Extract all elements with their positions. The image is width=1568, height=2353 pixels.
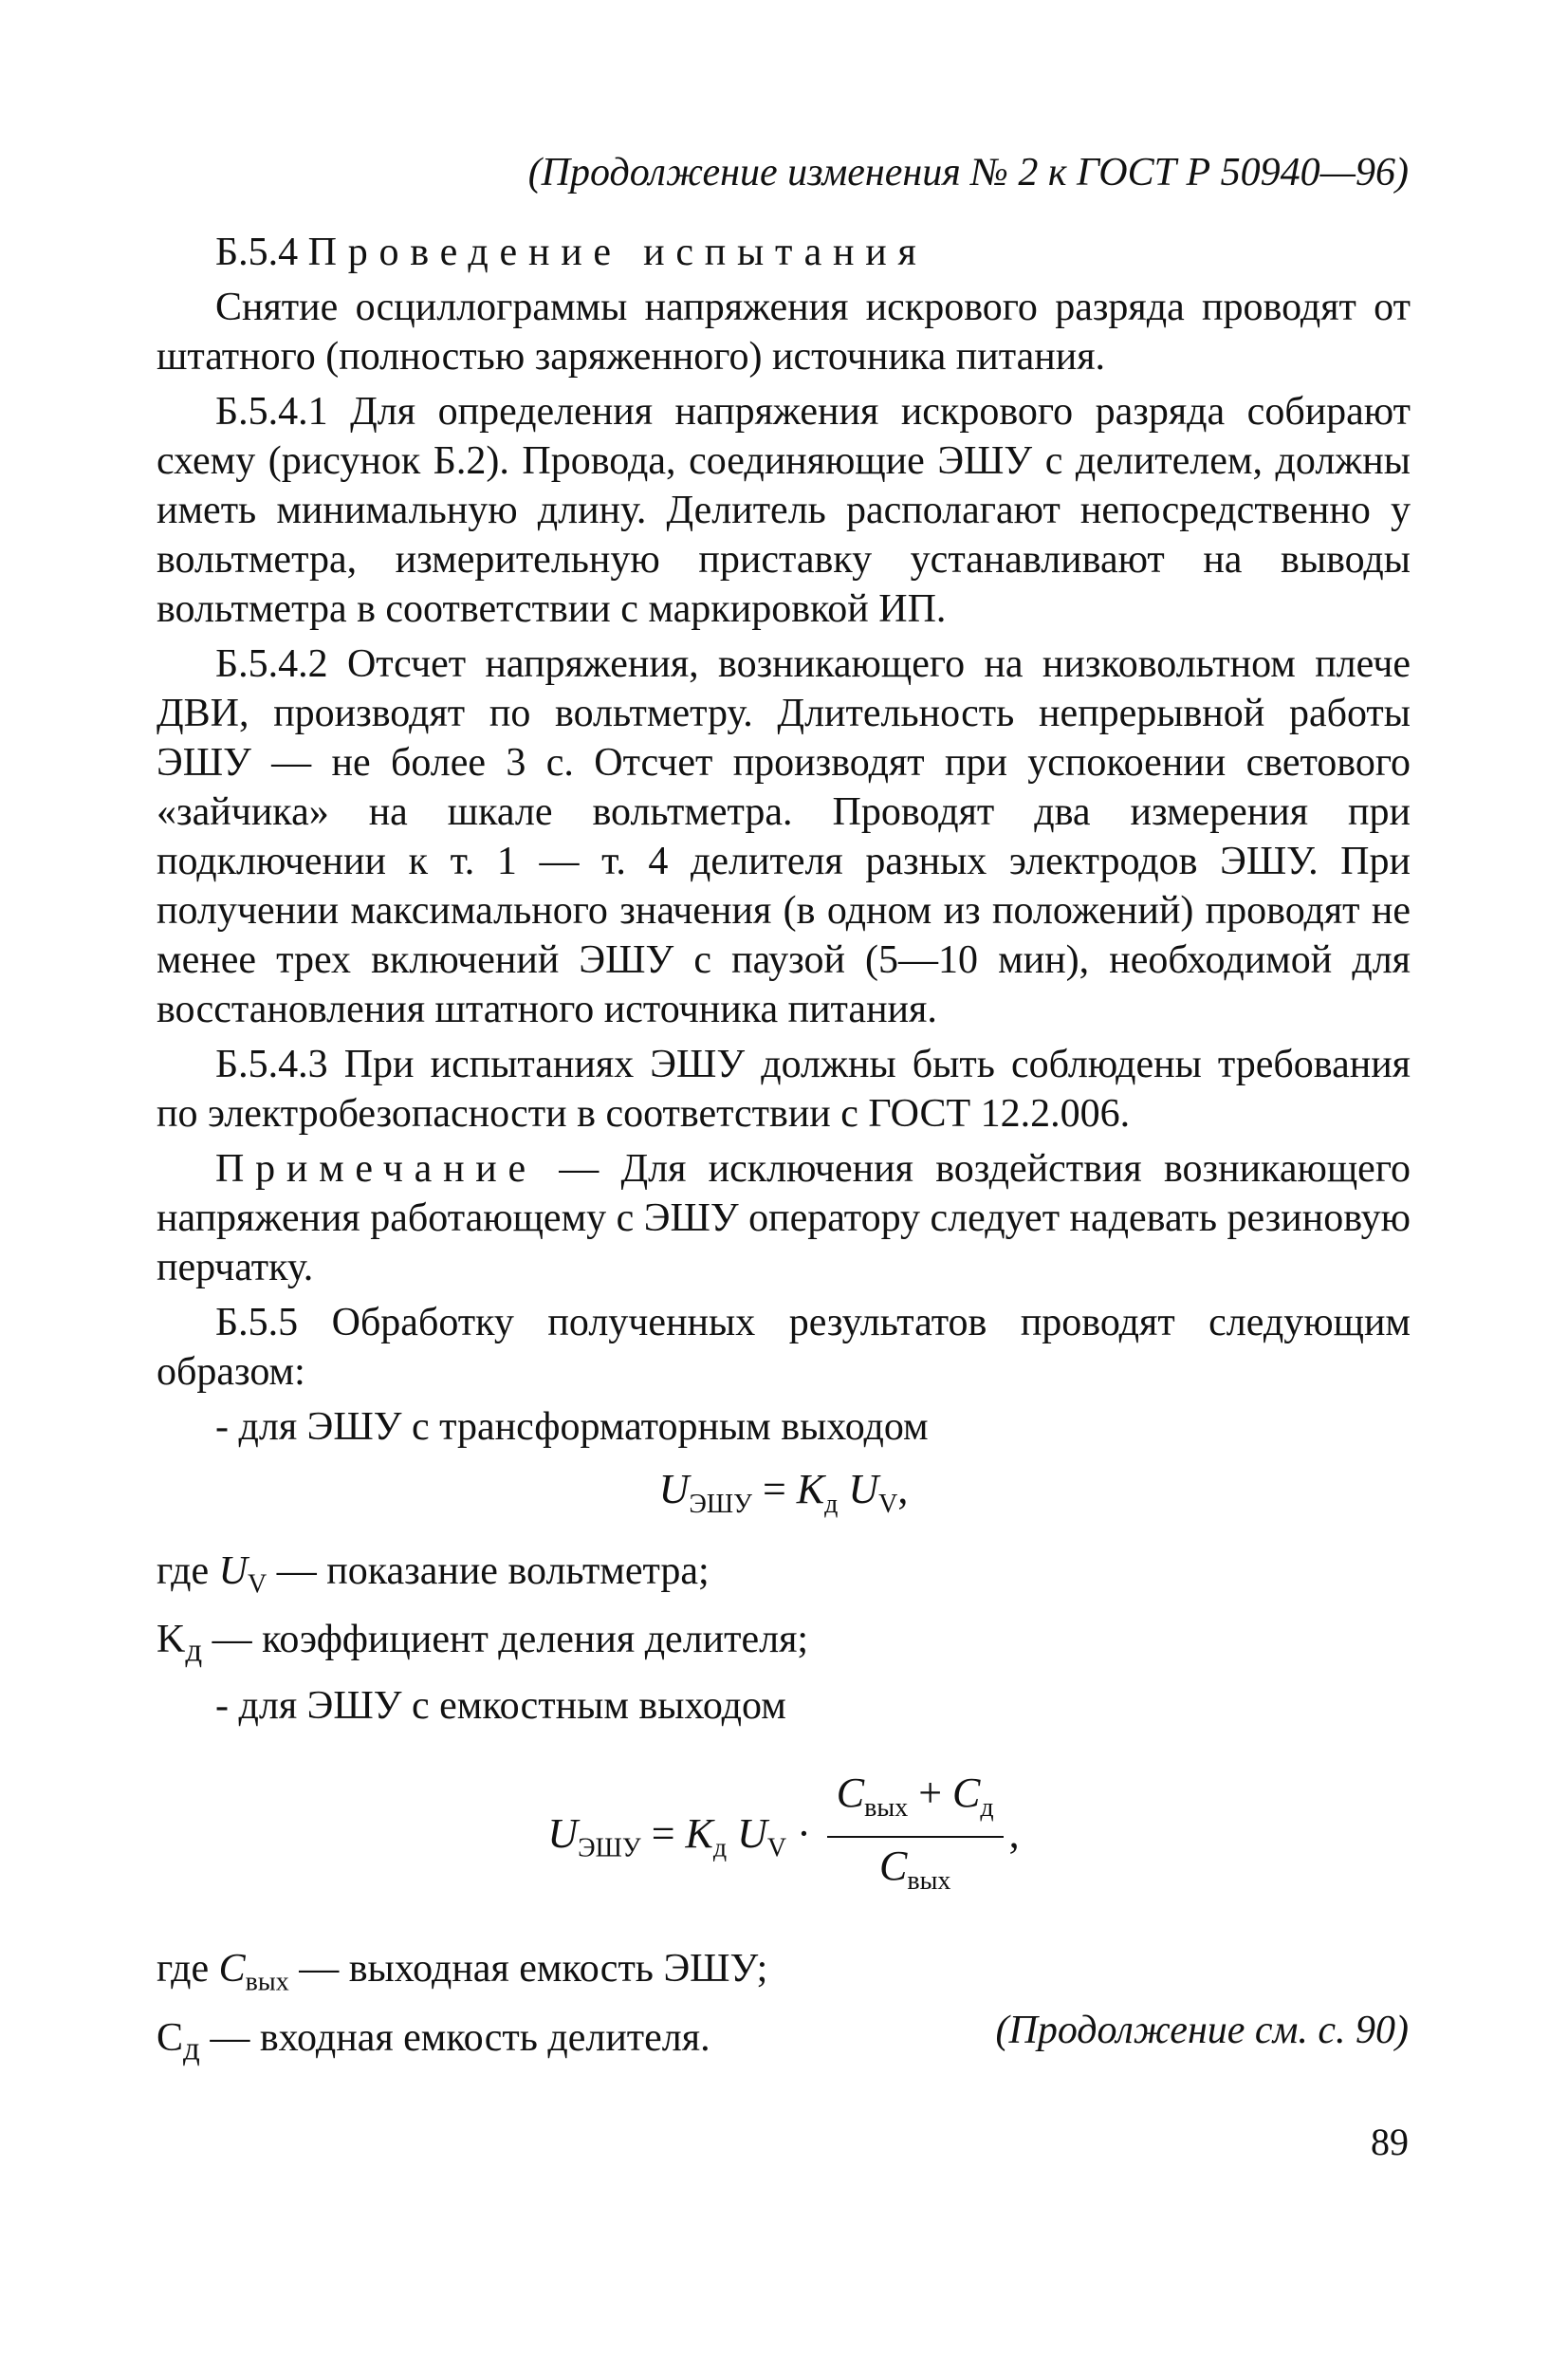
where1-desc2: — коэффициент деления делителя; xyxy=(202,1618,809,1662)
note xyxy=(157,1144,1411,1292)
formula1-k: K xyxy=(796,1466,825,1512)
formula2-k: K xyxy=(685,1809,713,1857)
formula1-u-sub: ЭШУ xyxy=(689,1489,752,1519)
den-c-out-sub: вых xyxy=(907,1866,951,1897)
formula-transformer xyxy=(157,1465,1411,1529)
formula1-comma: , xyxy=(897,1466,909,1512)
where1-lead: где xyxy=(157,1548,219,1593)
where1-var1: U xyxy=(218,1548,248,1593)
case-capacitive-output: - для ЭШУ с емкостным выходом xyxy=(215,1683,786,1728)
note-label: Примечание xyxy=(215,1147,537,1191)
paragraph-3: Б.5.4.2 Отсчет напряжения, возникающего на низковольтном плече ДВИ, производят по вольтметру. Длительность непрерывной работы ЭШУ — не более 3 с. Отсчет производят при успокоении светового «зайчика» на шкале вольтметра. Проводят два измерения при подключении к т. 1 — т. 4 делителя разных электродов ЭШУ. При получении максимального значения (в одном из положений) проводят не менее трех включений ЭШУ с паузой (5—10 мин), необходимой для восстановления штатного источника питания. xyxy=(157,642,1411,1031)
where2-desc2: — входная емкость делителя. xyxy=(199,2015,710,2060)
paragraph-2: Б.5.4.1 Для определения напряжения искрового разряда собирают схему (рисунок Б.2). Провода, соединяющие ЭШУ с делителем, должны иметь минимальную длину. Делитель располагают непосредственно у вольтметра, измерительную приставку устанавливают на выводы вольтметра в соответствии с маркировкой ИП. xyxy=(157,390,1411,631)
formula1-uv-sub: V xyxy=(878,1489,898,1519)
where2-lead: где xyxy=(157,1947,219,1992)
formula2-k-sub: д xyxy=(712,1833,728,1863)
formula2-eq: = xyxy=(640,1809,686,1857)
where2-var2: C xyxy=(157,2015,184,2060)
running-header: (Продолжение изменения № 2 к ГОСТ Р 50940—96) xyxy=(527,151,1409,195)
page-number: 89 xyxy=(1371,2121,1409,2163)
formula2-dot: · xyxy=(786,1809,821,1857)
section-number: Б.5.4 xyxy=(215,231,299,274)
case-transformer-output: - для ЭШУ с трансформаторным выходом xyxy=(215,1405,929,1449)
formula2-uv-sub: V xyxy=(766,1833,787,1863)
where-line-3 xyxy=(157,1944,1411,2007)
where1-var2-sub: д xyxy=(185,1631,203,1669)
section-heading xyxy=(157,228,1411,277)
fraction-denominator xyxy=(827,1838,1004,1906)
formula-capacitive xyxy=(157,1769,1411,1907)
note-text: — Для исключения воздействия возникающего напряжения работающему с ЭШУ оператору следует надевать резиновую перчатку. xyxy=(157,1147,1411,1289)
formula1-k-sub: д xyxy=(824,1489,839,1519)
paragraph-1: Снятие осциллограммы напряжения искрового разряда проводят от штатного (полностью заряженного) источника питания. xyxy=(157,286,1411,379)
where1-var1-sub: V xyxy=(248,1569,267,1600)
paragraph-5: Б.5.5 Обработку полученных результатов проводят следующим образом: xyxy=(157,1301,1411,1394)
where2-var1-sub: вых xyxy=(245,1967,289,1997)
den-c-out: C xyxy=(879,1843,908,1890)
formula2-fraction xyxy=(827,1769,1004,1907)
num-c-d: C xyxy=(952,1769,981,1816)
body-text xyxy=(157,228,1411,2079)
formula1-eq: = xyxy=(751,1466,797,1512)
formula2-comma: , xyxy=(1008,1809,1020,1857)
formula1-u: U xyxy=(658,1466,690,1512)
formula2-u: U xyxy=(547,1809,579,1857)
formula2-uv: U xyxy=(727,1809,767,1857)
where1-desc1: — показание вольтметра; xyxy=(267,1548,710,1593)
formula1-uv: U xyxy=(838,1466,879,1512)
where2-var2-sub: д xyxy=(183,2029,200,2066)
formula2-u-sub: ЭШУ xyxy=(578,1833,641,1863)
paragraph-4: Б.5.4.3 При испытаниях ЭШУ должны быть соблюдены требования по электробезопасности в соответствии с ГОСТ 12.2.006. xyxy=(157,1043,1411,1136)
num-c-out-sub: вых xyxy=(864,1792,909,1823)
where2-var1: C xyxy=(218,1947,246,1992)
num-c-d-sub: д xyxy=(980,1792,994,1823)
num-plus: + xyxy=(908,1769,953,1816)
where-line-2 xyxy=(157,1615,1411,1675)
where1-var2: K xyxy=(157,1618,186,1662)
continuation-note: (Продолжение см. с. 90) xyxy=(995,2009,1409,2052)
section-title: Проведение испытания xyxy=(307,231,928,274)
num-c-out: C xyxy=(836,1769,865,1816)
where-line-1 xyxy=(157,1547,1411,1609)
fraction-numerator xyxy=(827,1769,1004,1839)
where2-desc1: — выходная емкость ЭШУ; xyxy=(288,1947,768,1992)
